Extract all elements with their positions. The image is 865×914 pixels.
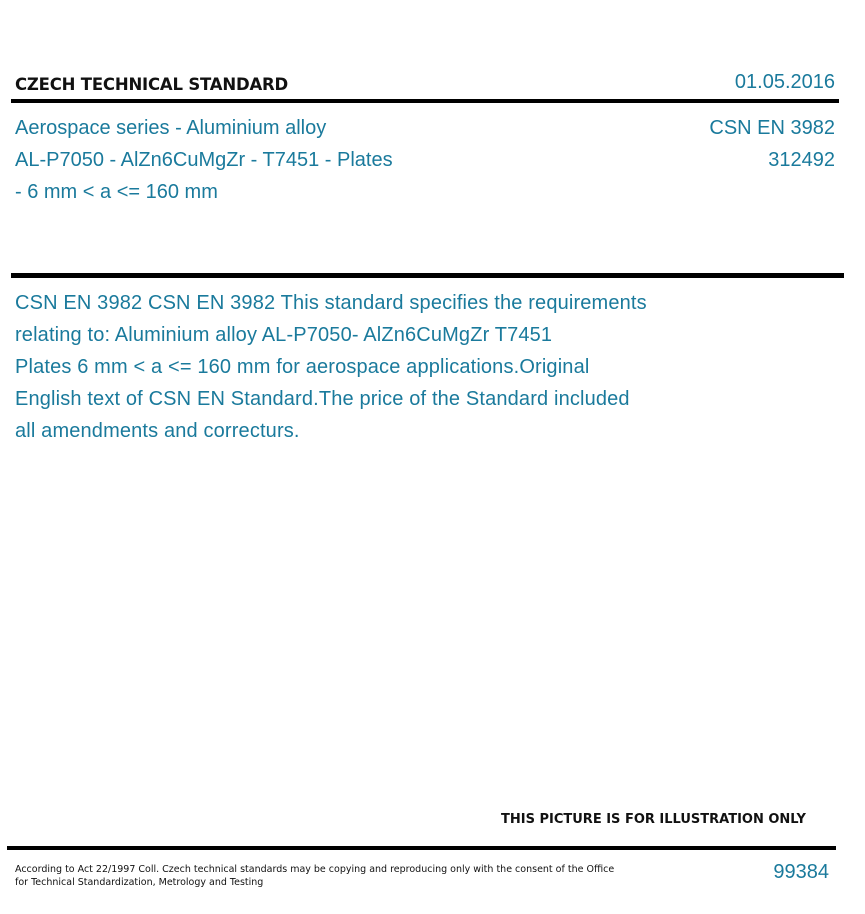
description-line-3: Plates 6 mm < a <= 160 mm for aerospace applications.Original <box>15 356 590 378</box>
description-line-4: English text of CSN EN Standard.The price of the Standard included <box>15 388 630 410</box>
footer-divider <box>7 846 836 850</box>
illustration-note: THIS PICTURE IS FOR ILLUSTRATION ONLY <box>501 812 806 827</box>
standard-heading: CZECH TECHNICAL STANDARD <box>15 75 289 94</box>
standard-code: CSN EN 3982 <box>709 117 835 139</box>
document-number: 99384 <box>773 861 829 883</box>
header-divider <box>11 99 839 103</box>
legal-notice-line-1: According to Act 22/1997 Coll. Czech technical standards may be copying and reproducing only with the consent of the Office <box>15 864 615 875</box>
catalog-number: 312492 <box>768 149 835 171</box>
title-divider <box>11 273 844 278</box>
legal-notice-line-2: for Technical Standardization, Metrology and Testing <box>15 877 264 888</box>
description-line-5: all amendments and correcturs. <box>15 420 300 442</box>
description-line-1: CSN EN 3982 CSN EN 3982 This standard specifies the requirements <box>15 292 647 314</box>
title-line-1: Aerospace series - Aluminium alloy <box>15 117 327 139</box>
title-line-3: - 6 mm < a <= 160 mm <box>15 181 218 203</box>
description-line-2: relating to: Aluminium alloy AL-P7050- AlZn6CuMgZr T7451 <box>15 324 553 346</box>
title-line-2: AL-P7050 - AlZn6CuMgZr - T7451 - Plates <box>15 149 393 171</box>
publication-date: 01.05.2016 <box>734 71 835 93</box>
